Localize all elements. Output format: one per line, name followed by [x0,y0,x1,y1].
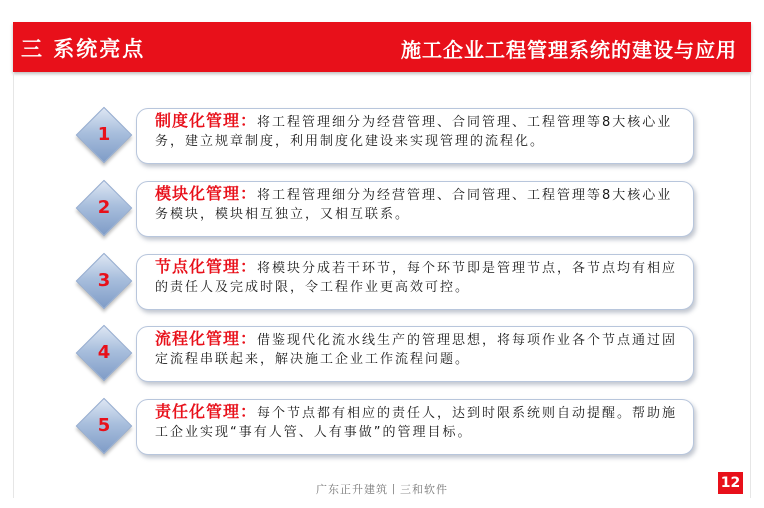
item-box [136,181,694,237]
page-number: 12 [718,472,743,494]
list-item [0,326,764,388]
item-title: 制度化管理： [155,111,258,130]
section-title: 三 系统亮点 [21,37,146,61]
item-number: 4 [97,342,111,363]
footer-text: 广东正升建筑丨三和软件 [316,483,448,496]
item-title: 节点化管理： [155,257,258,276]
item-box [136,254,694,310]
item-box [136,108,694,164]
item-number: 2 [97,197,111,218]
item-title: 流程化管理： [155,329,258,348]
item-box [136,326,694,382]
item-text: 借鉴现代化流水线生产的管理思想，将每项作业各个节点通过固定流程串联起来，解决施工企业工作流程问题。 [155,333,678,367]
item-number: 5 [97,415,111,436]
item-title: 模块化管理： [155,184,258,203]
item-number: 1 [97,124,111,145]
item-text: 将模块分成若干环节，每个环节即是管理节点，各节点均有相应的责任人及完成时限，令工程作业更高效可控。 [155,261,678,295]
header-bar [13,22,751,72]
page-title: 施工企业工程管理系统的建设与应用 [401,38,737,62]
list-item [0,399,764,461]
item-text: 每个节点都有相应的责任人，达到时限系统则自动提醒。帮助施工企业实现“事有人管、人有事做”的管理目标。 [155,406,678,440]
list-item [0,254,764,316]
item-box [136,399,694,455]
list-item [0,181,764,243]
item-text: 将工程管理细分为经营管理、合同管理、工程管理等8大核心业务，建立规章制度，利用制度化建设来实现管理的流程化。 [155,115,673,149]
item-text: 将工程管理细分为经营管理、合同管理、工程管理等8大核心业务模块，模块相互独立，又相互联系。 [155,188,673,222]
list-item [0,108,764,170]
item-number: 3 [97,270,111,291]
item-title: 责任化管理： [155,402,258,421]
